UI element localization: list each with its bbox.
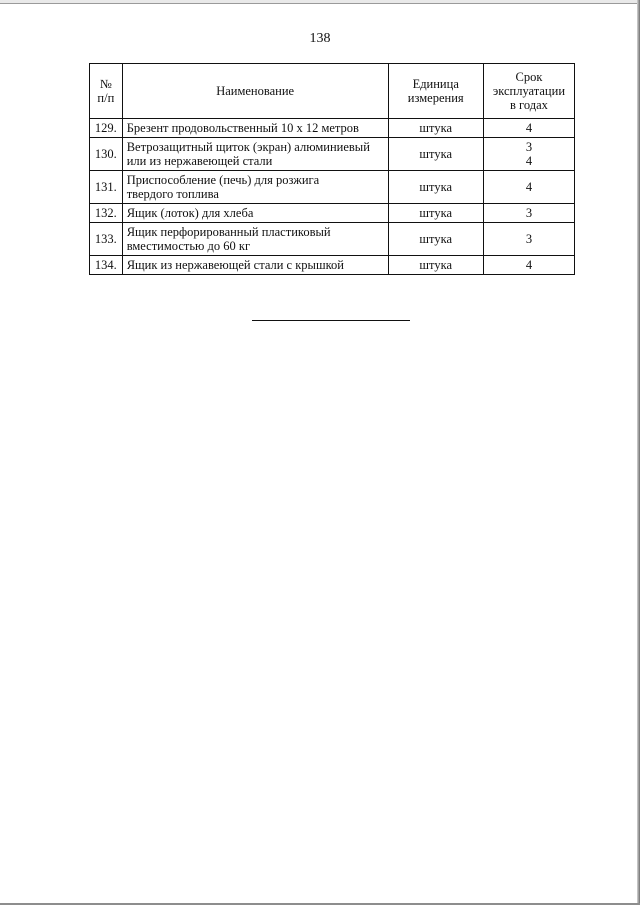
row-name-line: Ящик из нержавеющей стали с крышкой: [126, 258, 344, 272]
row-term-line: 4: [525, 121, 533, 135]
page-number: 138: [309, 31, 331, 46]
row-term: [483, 171, 574, 204]
row-number: 132.: [90, 204, 123, 223]
row-unit: штука: [388, 119, 483, 138]
table-row: [90, 171, 575, 204]
equipment-table: [89, 63, 575, 275]
row-unit: штука: [388, 138, 483, 171]
table-row: [90, 119, 575, 138]
row-unit: штука: [388, 204, 483, 223]
header-term-line: эксплуатации: [492, 84, 566, 98]
header-term: [483, 64, 574, 119]
table-body: [90, 119, 575, 275]
table-row: [90, 138, 575, 171]
table-row: [90, 223, 575, 256]
table-header: [90, 64, 575, 119]
scan-edge-top: [0, 0, 640, 4]
row-name: [122, 256, 388, 275]
header-row: [90, 64, 575, 119]
row-term-line: 4: [525, 154, 533, 168]
row-name-line: Приспособление (печь) для розжига: [126, 173, 320, 187]
header-number-line: №: [99, 77, 112, 91]
end-divider-line: [252, 320, 410, 321]
row-name-line: Ветрозащитный щиток (экран) алюминиевый: [126, 140, 370, 154]
header-unit: [388, 64, 483, 119]
row-term-line: 3: [525, 140, 533, 154]
row-term-line: 3: [525, 232, 533, 246]
row-unit: штука: [388, 223, 483, 256]
header-name: Наименование: [122, 64, 388, 119]
row-name-line: Брезент продовольственный 10 х 12 метров: [126, 121, 359, 135]
row-term-line: 4: [525, 180, 533, 194]
row-name: [122, 171, 388, 204]
row-name-line: твердого топлива: [126, 187, 219, 201]
row-name-line: вместимостью до 60 кг: [126, 239, 251, 253]
row-unit: штука: [388, 256, 483, 275]
row-term: [483, 138, 574, 171]
row-number: 131.: [90, 171, 123, 204]
table-row: [90, 204, 575, 223]
row-name: [122, 138, 388, 171]
row-name: [122, 223, 388, 256]
row-term: [483, 204, 574, 223]
row-number: 133.: [90, 223, 123, 256]
header-unit-line: Единица: [412, 77, 459, 91]
row-name-line: Ящик (лоток) для хлеба: [126, 206, 254, 220]
table-row: [90, 256, 575, 275]
row-number: 129.: [90, 119, 123, 138]
row-name: [122, 204, 388, 223]
row-term: [483, 256, 574, 275]
row-name: [122, 119, 388, 138]
row-number: 134.: [90, 256, 123, 275]
row-unit: штука: [388, 171, 483, 204]
row-term: [483, 223, 574, 256]
header-unit-line: измерения: [407, 91, 464, 105]
row-term: [483, 119, 574, 138]
header-number-line: п/п: [97, 91, 115, 105]
row-number: 130.: [90, 138, 123, 171]
row-term-line: 3: [525, 206, 533, 220]
header-term-line: Срок: [515, 70, 543, 84]
header-term-line: в годах: [510, 98, 548, 112]
row-term-line: 4: [525, 258, 533, 272]
row-name-line: или из нержавеющей стали: [126, 154, 273, 168]
header-number: [90, 64, 123, 119]
row-name-line: Ящик перфорированный пластиковый: [126, 225, 331, 239]
